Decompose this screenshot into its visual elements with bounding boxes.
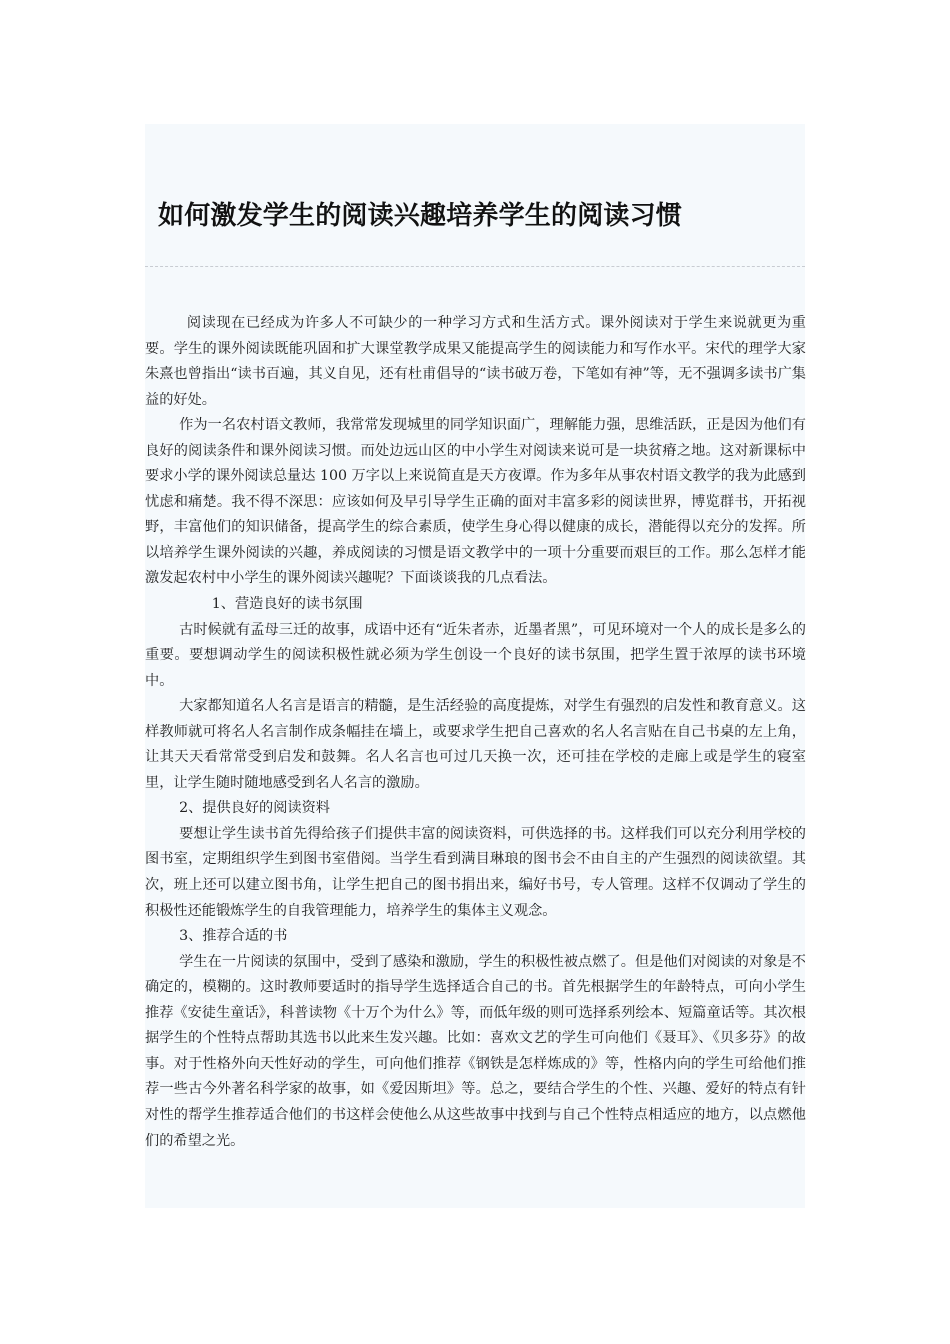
paragraph-materials: 要想让学生读书首先得给孩子们提供丰富的阅读资料，可供选择的书。这样我们可以充分利用学校的图书室，定期组织学生到图书室借阅。当学生看到满目琳琅的图书会不由自主的产生强烈的阅读欲望。其次，班上还可以建立图书角，让学生把自己的图书捐出来，编好书号，专人管理。这样不仅调动了学生的积极性还能锻炼学生的自我管理能力，培养学生的集体主义观念。: [145, 825, 806, 919]
paragraph-environment: 古时候就有孟母三迁的故事，成语中还有“近朱者赤，近墨者黑”，可见环境对一个人的成长是多么的重要。要想调动学生的阅读积极性就必须为学生创设一个良好的读书氛围，把学生置于浓厚的读书环境中。: [145, 621, 806, 689]
paragraph-quotes: 大家都知道名人名言是语言的精髓，是生活经验的高度提炼，对学生有强烈的启发性和教育意义。这样教师就可将名人名言制作成条幅挂在墙上，或要求学生把自己喜欢的名人名言贴在自己书桌的左上角，让其天天看常常受到启发和鼓舞。名人名言也可过几天换一次，还可挂在学校的走廊上或是学生的寝室里，让学生随时随地感受到名人名言的激励。: [145, 698, 806, 791]
paragraph-recommend: 学生在一片阅读的氛围中，受到了感染和激励，学生的积极性被点燃了。但是他们对阅读的对象是不确定的，模糊的。这时教师要适时的指导学生选择适合自己的书。首先根据学生的年龄特点，可向小学生推荐《安徒生童话》，科普读物《十万个为什么》等，而低年级的则可选择系列绘本、短篇童话等。其次根据学生的个性特点帮助其选书以此来生发兴趣。比如：喜欢文艺的学生可向他们《聂耳》、《贝多芬》的故事。对于性格外向天性好动的学生，可向他们推荐《钢铁是怎样炼成的》等，性格内向的学生可给他们推荐一些古今外著名科学家的故事，如《爱因斯坦》等。总之，要结合学生的个性、兴趣、爱好的特点有针对性的帮学生推荐适合他们的书这样会使他么从这些故事中找到与自己个性特点相适应的地方，以点燃他们的希望之光。: [145, 953, 806, 1149]
section-heading-1: 1、营造良好的读书氛围: [211, 596, 363, 613]
article-body: [145, 311, 806, 1154]
paragraph-intro: 阅读现在已经成为许多人不可缺少的一种学习方式和生活方式。课外阅读对于学生来说就更为重要。学生的课外阅读既能巩固和扩大课堂教学成果又能提高学生的阅读能力和写作水平。宋代的理学大家朱熹也曾指出“读书百遍，其义自见，还有杜甫倡导的“读书破万卷，下笔如有神”等，无不强调多读书广集益的好处。: [145, 315, 806, 408]
page-title: 如何激发学生的阅读兴趣培养学生的阅读习惯: [158, 201, 683, 231]
paragraph-teacher-view: 作为一名农村语文教师，我常常发现城里的同学知识面广，理解能力强，思维活跃，正是因为他们有良好的阅读条件和课外阅读习惯。而处边远山区的中小学生对阅读来说可是一块贫瘠之地。这对新课标中要求小学的课外阅读总量达 100 万字以上来说简直是天方夜谭。作为多年从事农村语文教学的我为此感到忧虑和痛楚。我不得不深思：应该如何及早引导学生正确的面对丰富多彩的阅读世界，博览群书，开拓视野，丰富他们的知识储备，提高学生的综合素质，使学生身心得以健康的成长，潜能得以充分的发挥。所以培养学生课外阅读的兴趣，养成阅读的习惯是语文教学中的一项十分重要而艰巨的工作。那么怎样才能激发起农村中小学生的课外阅读兴趣呢？下面谈谈我的几点看法。: [145, 417, 806, 587]
section-heading-2: 2、提供良好的阅读资料: [179, 800, 330, 817]
title-divider: [145, 266, 805, 267]
section-heading-3: 3、推荐合适的书: [179, 928, 288, 945]
